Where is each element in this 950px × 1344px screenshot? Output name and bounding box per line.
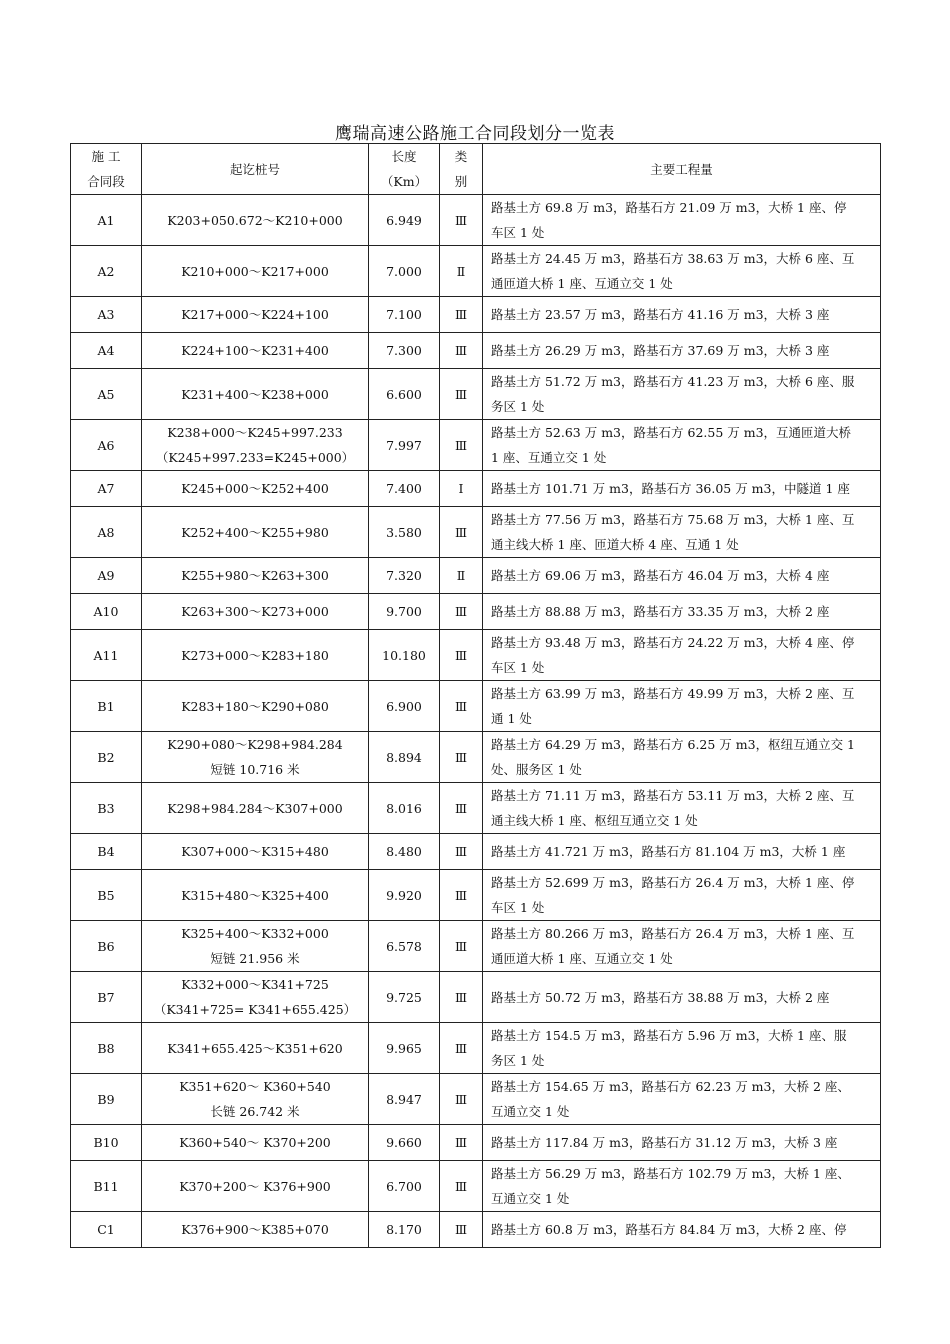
works-line: 互通立交 1 处 bbox=[491, 1104, 570, 1119]
works-line: 路基土方 56.29 万 m3，路基石方 102.79 万 m3，大桥 1 座、 bbox=[491, 1166, 850, 1181]
works-line: 务区 1 处 bbox=[491, 1053, 545, 1068]
length-km: 9.700 bbox=[369, 594, 440, 630]
table-row bbox=[71, 1212, 881, 1248]
chainage-note: （K341+725= K341+655.425） bbox=[153, 1002, 357, 1017]
class-grade: Ⅲ bbox=[440, 870, 483, 921]
works-cell bbox=[483, 1161, 881, 1212]
chainage-note: （K245+997.233=K245+000） bbox=[155, 450, 355, 465]
chainage-cell bbox=[142, 1023, 369, 1074]
class-grade: Ⅲ bbox=[440, 297, 483, 333]
chainage-line: K307+000～K315+480 bbox=[181, 844, 329, 859]
header-section: 施 工 合同段 bbox=[71, 144, 142, 195]
length-km: 6.900 bbox=[369, 681, 440, 732]
works-cell bbox=[483, 297, 881, 333]
section-id: B3 bbox=[71, 783, 142, 834]
works-line: 路基土方 88.88 万 m3，路基石方 33.35 万 m3，大桥 2 座 bbox=[491, 604, 830, 619]
section-id: A9 bbox=[71, 558, 142, 594]
works-line: 路基土方 154.5 万 m3，路基石方 5.96 万 m3，大桥 1 座、服 bbox=[491, 1028, 847, 1043]
table-row bbox=[71, 1125, 881, 1161]
chainage-line: K263+300～K273+000 bbox=[181, 604, 329, 619]
chainage-cell bbox=[142, 471, 369, 507]
works-line: 通主线大桥 1 座、匝道大桥 4 座、互通 1 处 bbox=[491, 537, 739, 552]
length-km: 7.400 bbox=[369, 471, 440, 507]
class-grade: Ⅲ bbox=[440, 1161, 483, 1212]
works-line: 处、服务区 1 处 bbox=[491, 762, 582, 777]
table-row bbox=[71, 333, 881, 369]
class-grade: Ⅲ bbox=[440, 1212, 483, 1248]
chainage-line: K376+900～K385+070 bbox=[181, 1222, 329, 1237]
chainage-note: 长链 26.742 米 bbox=[210, 1104, 300, 1119]
section-id: A11 bbox=[71, 630, 142, 681]
chainage-cell bbox=[142, 594, 369, 630]
section-id: A4 bbox=[71, 333, 142, 369]
table-row bbox=[71, 870, 881, 921]
table-row bbox=[71, 1161, 881, 1212]
chainage-line: K283+180～K290+080 bbox=[181, 698, 329, 714]
works-cell bbox=[483, 1212, 881, 1248]
table-row bbox=[71, 420, 881, 471]
works-cell bbox=[483, 972, 881, 1023]
length-km: 9.965 bbox=[369, 1023, 440, 1074]
chainage-line: K370+200～ K376+900 bbox=[179, 1178, 331, 1194]
chainage-note: 短链 21.956 米 bbox=[210, 951, 300, 966]
class-grade: Ⅲ bbox=[440, 732, 483, 783]
works-cell bbox=[483, 681, 881, 732]
chainage-cell bbox=[142, 195, 369, 246]
class-grade: Ⅲ bbox=[440, 507, 483, 558]
table-row bbox=[71, 1023, 881, 1074]
table-row bbox=[71, 681, 881, 732]
page-title: 鹰瑞高速公路施工合同段划分一览表 bbox=[335, 124, 615, 144]
chainage-line: K290+080～K298+984.284 bbox=[167, 737, 343, 752]
works-line: 路基土方 71.11 万 m3，路基石方 53.11 万 m3，大桥 2 座、互 bbox=[491, 788, 855, 803]
chainage-line: K360+540～ K370+200 bbox=[179, 1135, 331, 1150]
chainage-line: K325+400～K332+000 bbox=[181, 926, 329, 941]
table-row bbox=[71, 1074, 881, 1125]
chainage-line: K315+480～K325+400 bbox=[181, 887, 329, 903]
works-line: 路基土方 80.266 万 m3，路基石方 26.4 万 m3，大桥 1 座、互 bbox=[491, 926, 855, 941]
chainage-cell bbox=[142, 921, 369, 972]
section-id: A8 bbox=[71, 507, 142, 558]
class-grade: Ⅲ bbox=[440, 1125, 483, 1161]
works-cell bbox=[483, 1023, 881, 1074]
table-row bbox=[71, 369, 881, 420]
works-cell bbox=[483, 630, 881, 681]
chainage-line: K210+000～K217+000 bbox=[181, 263, 329, 279]
table-row bbox=[71, 732, 881, 783]
table-row bbox=[71, 297, 881, 333]
header-class: 类 别 bbox=[440, 144, 483, 195]
length-km: 6.949 bbox=[369, 195, 440, 246]
chainage-cell bbox=[142, 630, 369, 681]
works-line: 1 座、互通立交 1 处 bbox=[491, 450, 607, 465]
class-grade: Ⅲ bbox=[440, 594, 483, 630]
works-line: 路基土方 69.8 万 m3，路基石方 21.09 万 m3，大桥 1 座、停 bbox=[491, 200, 847, 215]
table-row bbox=[71, 195, 881, 246]
chainage-cell bbox=[142, 1125, 369, 1161]
table-row bbox=[71, 507, 881, 558]
chainage-line: K252+400～K255+980 bbox=[181, 524, 329, 540]
works-line: 路基土方 52.63 万 m3，路基石方 62.55 万 m3，互通匝道大桥 bbox=[491, 425, 852, 440]
class-grade: Ⅱ bbox=[440, 558, 483, 594]
class-grade: Ⅲ bbox=[440, 972, 483, 1023]
section-id: B2 bbox=[71, 732, 142, 783]
length-km: 6.600 bbox=[369, 369, 440, 420]
header-length: 长度 （Km） bbox=[369, 144, 440, 195]
table-body bbox=[71, 195, 881, 1248]
class-grade: Ⅱ bbox=[440, 246, 483, 297]
works-cell bbox=[483, 1125, 881, 1161]
chainage-cell bbox=[142, 507, 369, 558]
table-row bbox=[71, 594, 881, 630]
works-cell bbox=[483, 594, 881, 630]
chainage-line: K217+000～K224+100 bbox=[181, 307, 329, 322]
works-cell bbox=[483, 783, 881, 834]
works-line: 路基土方 93.48 万 m3，路基石方 24.22 万 m3，大桥 4 座、停 bbox=[491, 635, 855, 650]
chainage-cell bbox=[142, 1212, 369, 1248]
chainage-note: 短链 10.716 米 bbox=[210, 762, 300, 777]
section-id: A6 bbox=[71, 420, 142, 471]
works-cell bbox=[483, 471, 881, 507]
chainage-line: K298+984.284～K307+000 bbox=[167, 800, 343, 816]
section-id: A5 bbox=[71, 369, 142, 420]
works-line: 路基土方 23.57 万 m3，路基石方 41.16 万 m3，大桥 3 座 bbox=[491, 307, 830, 322]
length-km: 7.000 bbox=[369, 246, 440, 297]
section-id: B9 bbox=[71, 1074, 142, 1125]
table-row bbox=[71, 246, 881, 297]
works-cell bbox=[483, 834, 881, 870]
works-line: 通 1 处 bbox=[491, 711, 532, 726]
section-id: B5 bbox=[71, 870, 142, 921]
works-line: 通匝道大桥 1 座、互通立交 1 处 bbox=[491, 951, 673, 966]
works-line: 通主线大桥 1 座、枢纽互通立交 1 处 bbox=[491, 813, 698, 828]
chainage-cell bbox=[142, 681, 369, 732]
section-id: B6 bbox=[71, 921, 142, 972]
chainage-line: K238+000～K245+997.233 bbox=[167, 425, 343, 440]
works-line: 路基土方 24.45 万 m3，路基石方 38.63 万 m3，大桥 6 座、互 bbox=[491, 251, 855, 266]
works-cell bbox=[483, 369, 881, 420]
class-grade: Ⅰ bbox=[440, 471, 483, 507]
works-line: 路基土方 69.06 万 m3，路基石方 46.04 万 m3，大桥 4 座 bbox=[491, 568, 830, 583]
works-cell bbox=[483, 246, 881, 297]
works-line: 路基土方 77.56 万 m3，路基石方 75.68 万 m3，大桥 1 座、互 bbox=[491, 512, 855, 527]
chainage-cell bbox=[142, 972, 369, 1023]
length-km: 8.480 bbox=[369, 834, 440, 870]
works-line: 互通立交 1 处 bbox=[491, 1191, 570, 1206]
chainage-cell bbox=[142, 783, 369, 834]
works-line: 路基土方 101.71 万 m3，路基石方 36.05 万 m3，中隧道 1 座 bbox=[491, 481, 850, 496]
class-grade: Ⅲ bbox=[440, 1023, 483, 1074]
works-line: 路基土方 26.29 万 m3，路基石方 37.69 万 m3，大桥 3 座 bbox=[491, 343, 830, 358]
works-line: 路基土方 60.8 万 m3，路基石方 84.84 万 m3，大桥 2 座、停 bbox=[491, 1222, 847, 1237]
section-id: B10 bbox=[71, 1125, 142, 1161]
section-id: A7 bbox=[71, 471, 142, 507]
length-km: 8.016 bbox=[369, 783, 440, 834]
section-id: A1 bbox=[71, 195, 142, 246]
class-grade: Ⅲ bbox=[440, 783, 483, 834]
length-km: 3.580 bbox=[369, 507, 440, 558]
table-row bbox=[71, 471, 881, 507]
class-grade: Ⅲ bbox=[440, 921, 483, 972]
works-line: 路基土方 64.29 万 m3，路基石方 6.25 万 m3，枢纽互通立交 1 bbox=[491, 737, 855, 752]
works-cell bbox=[483, 420, 881, 471]
length-km: 6.700 bbox=[369, 1161, 440, 1212]
class-grade: Ⅲ bbox=[440, 420, 483, 471]
chainage-line: K273+000～K283+180 bbox=[181, 647, 329, 663]
length-km: 10.180 bbox=[369, 630, 440, 681]
section-id: B1 bbox=[71, 681, 142, 732]
works-cell bbox=[483, 732, 881, 783]
works-line: 车区 1 处 bbox=[491, 660, 545, 675]
class-grade: Ⅲ bbox=[440, 834, 483, 870]
works-line: 路基土方 117.84 万 m3，路基石方 31.12 万 m3，大桥 3 座 bbox=[491, 1135, 838, 1150]
length-km: 7.300 bbox=[369, 333, 440, 369]
chainage-cell bbox=[142, 297, 369, 333]
length-km: 8.947 bbox=[369, 1074, 440, 1125]
length-km: 7.100 bbox=[369, 297, 440, 333]
chainage-cell bbox=[142, 420, 369, 471]
chainage-line: K332+000～K341+725 bbox=[181, 977, 329, 992]
table-row bbox=[71, 558, 881, 594]
chainage-cell bbox=[142, 834, 369, 870]
section-id: B4 bbox=[71, 834, 142, 870]
table-row bbox=[71, 783, 881, 834]
length-km: 9.660 bbox=[369, 1125, 440, 1161]
works-cell bbox=[483, 333, 881, 369]
works-line: 路基土方 52.699 万 m3，路基石方 26.4 万 m3，大桥 1 座、停 bbox=[491, 875, 855, 890]
header-works: 主要工程量 bbox=[483, 144, 881, 195]
length-km: 7.320 bbox=[369, 558, 440, 594]
works-line: 车区 1 处 bbox=[491, 900, 545, 915]
works-line: 路基土方 154.65 万 m3，路基石方 62.23 万 m3，大桥 2 座、 bbox=[491, 1079, 850, 1094]
works-line: 务区 1 处 bbox=[491, 399, 545, 414]
chainage-cell bbox=[142, 333, 369, 369]
section-id: A3 bbox=[71, 297, 142, 333]
class-grade: Ⅲ bbox=[440, 630, 483, 681]
works-cell bbox=[483, 507, 881, 558]
chainage-line: K245+000～K252+400 bbox=[181, 481, 329, 496]
chainage-cell bbox=[142, 870, 369, 921]
chainage-cell bbox=[142, 732, 369, 783]
length-km: 9.725 bbox=[369, 972, 440, 1023]
chainage-line: K231+400～K238+000 bbox=[181, 386, 329, 402]
section-id: C1 bbox=[71, 1212, 142, 1248]
works-cell bbox=[483, 1074, 881, 1125]
section-id: A10 bbox=[71, 594, 142, 630]
class-grade: Ⅲ bbox=[440, 195, 483, 246]
header-chainage: 起讫桩号 bbox=[142, 144, 369, 195]
length-km: 8.894 bbox=[369, 732, 440, 783]
length-km: 9.920 bbox=[369, 870, 440, 921]
chainage-line: K341+655.425～K351+620 bbox=[167, 1040, 343, 1056]
chainage-cell bbox=[142, 1074, 369, 1125]
length-km: 7.997 bbox=[369, 420, 440, 471]
chainage-line: K255+980～K263+300 bbox=[181, 568, 329, 583]
works-cell bbox=[483, 870, 881, 921]
works-cell bbox=[483, 921, 881, 972]
chainage-cell bbox=[142, 246, 369, 297]
table-row bbox=[71, 630, 881, 681]
class-grade: Ⅲ bbox=[440, 333, 483, 369]
chainage-cell bbox=[142, 558, 369, 594]
works-cell bbox=[483, 558, 881, 594]
section-id: B11 bbox=[71, 1161, 142, 1212]
chainage-line: K203+050.672～K210+000 bbox=[167, 212, 343, 228]
works-line: 路基土方 63.99 万 m3，路基石方 49.99 万 m3，大桥 2 座、互 bbox=[491, 686, 855, 701]
table-row bbox=[71, 972, 881, 1023]
class-grade: Ⅲ bbox=[440, 1074, 483, 1125]
table-row bbox=[71, 834, 881, 870]
length-km: 8.170 bbox=[369, 1212, 440, 1248]
class-grade: Ⅲ bbox=[440, 681, 483, 732]
table-row bbox=[71, 921, 881, 972]
contract-section-table bbox=[70, 143, 881, 1248]
length-km: 6.578 bbox=[369, 921, 440, 972]
works-line: 路基土方 41.721 万 m3，路基石方 81.104 万 m3，大桥 1 座 bbox=[491, 844, 846, 859]
class-grade: Ⅲ bbox=[440, 369, 483, 420]
works-cell bbox=[483, 195, 881, 246]
section-id: B7 bbox=[71, 972, 142, 1023]
section-id: A2 bbox=[71, 246, 142, 297]
section-id: B8 bbox=[71, 1023, 142, 1074]
chainage-line: K224+100～K231+400 bbox=[181, 343, 329, 358]
works-line: 路基土方 50.72 万 m3，路基石方 38.88 万 m3，大桥 2 座 bbox=[491, 989, 830, 1005]
chainage-line: K351+620～ K360+540 bbox=[179, 1079, 331, 1094]
table-header-row bbox=[71, 144, 881, 195]
works-line: 车区 1 处 bbox=[491, 225, 545, 240]
works-line: 通匝道大桥 1 座、互通立交 1 处 bbox=[491, 276, 673, 291]
chainage-cell bbox=[142, 369, 369, 420]
works-line: 路基土方 51.72 万 m3，路基石方 41.23 万 m3，大桥 6 座、服 bbox=[491, 374, 855, 389]
chainage-cell bbox=[142, 1161, 369, 1212]
